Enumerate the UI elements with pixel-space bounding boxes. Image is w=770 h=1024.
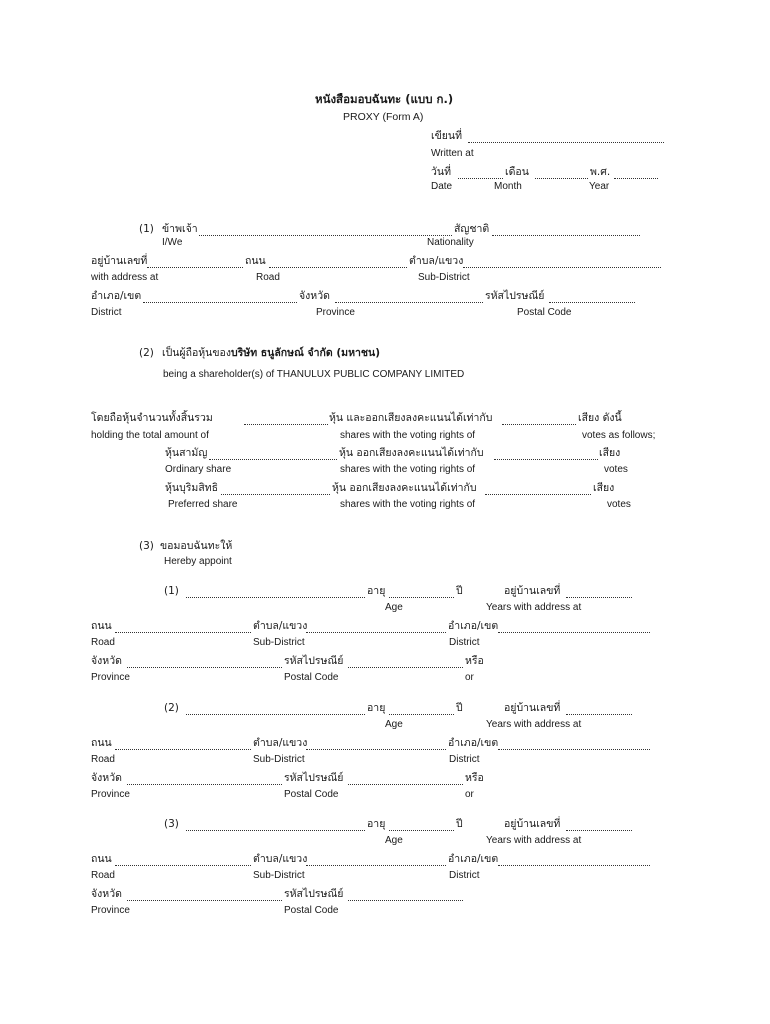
proxy-2-subdistrict-label-en: Sub-District bbox=[253, 754, 305, 765]
proxy-3-province-field[interactable] bbox=[127, 900, 282, 901]
ordinary-votes-label-en: votes bbox=[604, 464, 628, 475]
proxy-2-road-field[interactable] bbox=[115, 749, 251, 750]
votes-as-follows-th: เสียง ดังนี้ bbox=[578, 412, 622, 424]
date-month-field[interactable] bbox=[535, 178, 588, 179]
year-label-en: Year bbox=[589, 181, 610, 192]
province-label-th: จังหวัด bbox=[299, 290, 330, 302]
preferred-share-label-th: หุ้นบุริมสิทธิ bbox=[165, 482, 219, 494]
proxy-3-district-label-th: อำเภอ/เขต bbox=[448, 853, 499, 865]
company-name-th: บริษัท ธนูลักษณ์ จำกัด (มหาชน) bbox=[230, 347, 380, 359]
date-day-field[interactable] bbox=[458, 178, 503, 179]
proxy-1-or-th: หรือ bbox=[465, 655, 484, 667]
ordinary-vote-label-en: shares with the voting rights of bbox=[340, 464, 476, 475]
ordinary-vote-label-th: หุ้น ออกเสียงลงคะแนนได้เท่ากับ bbox=[339, 447, 484, 459]
proxy-3-road-label-en: Road bbox=[91, 870, 115, 881]
preferred-votes-field[interactable] bbox=[485, 494, 591, 495]
proxy-2-postal-label-en: Postal Code bbox=[284, 789, 339, 800]
proxy-1-province-field[interactable] bbox=[127, 667, 282, 668]
shareholder-of-th: เป็นผู้ถือหุ้นของบริษัท ธนูลักษณ์ จำกัด (มหาชน) bbox=[162, 347, 380, 359]
proxy-1-province-label-en: Province bbox=[91, 672, 130, 683]
proxy-3-years-label-th: ปี bbox=[456, 818, 463, 830]
nationality-label-en: Nationality bbox=[427, 237, 474, 248]
date-year-field[interactable] bbox=[614, 178, 658, 179]
proxy-3-province-label-th: จังหวัด bbox=[91, 888, 122, 900]
house-number-field[interactable] bbox=[147, 267, 243, 268]
iwe-label-th: ข้าพเจ้า bbox=[162, 223, 198, 235]
form-title-thai: หนังสือมอบฉันทะ (แบบ ก.) bbox=[315, 92, 454, 106]
proxy-3-subdistrict-label-en: Sub-District bbox=[253, 870, 305, 881]
proxy-1-road-label-th: ถนน bbox=[91, 620, 112, 632]
proxy-1-years-label-th: ปี bbox=[456, 585, 463, 597]
proxy-1-road-label-en: Road bbox=[91, 637, 115, 648]
written-at-field[interactable] bbox=[468, 142, 664, 143]
proxy-1-name-field[interactable] bbox=[186, 597, 365, 598]
postal-label-th: รหัสไปรษณีย์ bbox=[485, 290, 545, 302]
proxy-2-age-field[interactable] bbox=[389, 714, 454, 715]
proxy-1-postal-label-en: Postal Code bbox=[284, 672, 339, 683]
proxy-2-subdistrict-label-th: ตำบล/แขวง bbox=[253, 737, 308, 749]
proxy-2-years-label-en: Years with address at bbox=[486, 719, 582, 730]
iwe-label-en: I/We bbox=[162, 237, 183, 248]
proxy-3-name-field[interactable] bbox=[186, 830, 365, 831]
proxy-1-province-label-th: จังหวัด bbox=[91, 655, 122, 667]
proxy-2-district-label-en: District bbox=[449, 754, 480, 765]
proxy-3-age-field[interactable] bbox=[389, 830, 454, 831]
preferred-vote-label-th: หุ้น ออกเสียงลงคะแนนได้เท่ากับ bbox=[332, 482, 477, 494]
proxy-1-district-label-en: District bbox=[449, 637, 480, 648]
proxy-1-district-label-th: อำเภอ/เขต bbox=[448, 620, 499, 632]
proxy-3-road-label-th: ถนน bbox=[91, 853, 112, 865]
subdistrict-label-th: ตำบล/แขวง bbox=[409, 255, 464, 267]
proxy-3-postal-label-en: Postal Code bbox=[284, 905, 339, 916]
proxy-3-address-label-th: อยู่บ้านเลขที่ bbox=[504, 818, 561, 830]
district-label-en: District bbox=[91, 307, 122, 318]
proxy-2-district-field[interactable] bbox=[498, 749, 650, 750]
road-label-th: ถนน bbox=[245, 255, 266, 267]
form-title-english: PROXY (Form A) bbox=[343, 111, 424, 123]
proxy-1-age-field[interactable] bbox=[389, 597, 454, 598]
proxy-3-number: (3) bbox=[164, 818, 179, 830]
address-label-en: with address at bbox=[91, 272, 159, 283]
postal-code-field[interactable] bbox=[549, 302, 635, 303]
subdistrict-field[interactable] bbox=[463, 267, 661, 268]
proxy-3-district-field[interactable] bbox=[498, 865, 650, 866]
proxy-1-subdistrict-field[interactable] bbox=[306, 632, 446, 633]
proxy-1-age-label-th: อายุ bbox=[367, 585, 386, 597]
written-at-label-en: Written at bbox=[431, 148, 474, 159]
month-label-en: Month bbox=[494, 181, 522, 192]
proxy-2-road-label-th: ถนน bbox=[91, 737, 112, 749]
preferred-votes-label-th: เสียง bbox=[593, 482, 615, 494]
proxy-2-subdistrict-field[interactable] bbox=[306, 749, 446, 750]
ordinary-votes-field[interactable] bbox=[494, 459, 598, 460]
proxy-2-number: (2) bbox=[164, 702, 179, 714]
proxy-1-postal-label-th: รหัสไปรษณีย์ bbox=[284, 655, 344, 667]
proxy-1-address-label-th: อยู่บ้านเลขที่ bbox=[504, 585, 561, 597]
proxy-3-province-label-en: Province bbox=[91, 905, 130, 916]
proxy-1-postal-field[interactable] bbox=[348, 667, 463, 668]
proxy-3-age-label-th: อายุ bbox=[367, 818, 386, 830]
subdistrict-label-en: Sub-District bbox=[418, 272, 470, 283]
shareholder-of-en: being a shareholder(s) of THANULUX PUBLIC COMPANY LIMITED bbox=[163, 369, 465, 380]
preferred-vote-label-en: shares with the voting rights of bbox=[340, 499, 476, 510]
proxy-1-age-label-en: Age bbox=[385, 602, 403, 613]
total-votes-field[interactable] bbox=[502, 424, 576, 425]
preferred-votes-label-en: votes bbox=[607, 499, 631, 510]
ordinary-share-label-th: หุ้นสามัญ bbox=[165, 447, 208, 459]
proxy-2-province-label-th: จังหวัด bbox=[91, 772, 122, 784]
proxy-3-postal-field[interactable] bbox=[348, 900, 463, 901]
proxy-3-age-label-en: Age bbox=[385, 835, 403, 846]
district-label-th: อำเภอ/เขต bbox=[91, 290, 142, 302]
total-shares-field[interactable] bbox=[244, 424, 328, 425]
road-label-en: Road bbox=[256, 272, 280, 283]
month-label-th: เดือน bbox=[505, 166, 529, 178]
proxy-3-house-number-field[interactable] bbox=[566, 830, 632, 831]
total-shares-label-en: holding the total amount of bbox=[91, 430, 209, 441]
proxy-2-postal-field[interactable] bbox=[348, 784, 463, 785]
proxy-1-road-field[interactable] bbox=[115, 632, 251, 633]
proxy-1-number: (1) bbox=[164, 585, 179, 597]
section-3-number: (3) bbox=[139, 540, 154, 552]
nationality-field[interactable] bbox=[492, 235, 640, 236]
address-label-th: อยู่บ้านเลขที่ bbox=[91, 255, 148, 267]
proxy-1-district-field[interactable] bbox=[498, 632, 650, 633]
total-shares-label-th: โดยถือหุ้นจำนวนทั้งสิ้นรวม bbox=[91, 412, 213, 424]
proxy-3-years-label-en: Years with address at bbox=[486, 835, 582, 846]
ordinary-share-label-en: Ordinary share bbox=[165, 464, 232, 475]
proxy-1-or-en: or bbox=[465, 672, 474, 683]
appoint-label-en: Hereby appoint bbox=[164, 556, 232, 567]
proxy-3-district-label-en: District bbox=[449, 870, 480, 881]
ordinary-shares-field[interactable] bbox=[209, 459, 337, 460]
province-field[interactable] bbox=[335, 302, 483, 303]
company-name-en: THANULUX PUBLIC COMPANY LIMITED bbox=[276, 369, 465, 380]
shares-vote-label-en: shares with the voting rights of bbox=[340, 430, 476, 441]
proxy-2-years-label-th: ปี bbox=[456, 702, 463, 714]
date-label-en: Date bbox=[431, 181, 453, 192]
proxy-2-address-label-th: อยู่บ้านเลขที่ bbox=[504, 702, 561, 714]
proxy-2-name-field[interactable] bbox=[186, 714, 365, 715]
proxy-2-house-number-field[interactable] bbox=[566, 714, 632, 715]
shareholder-name-field[interactable] bbox=[199, 235, 452, 236]
proxy-2-road-label-en: Road bbox=[91, 754, 115, 765]
written-at-label-th: เขียนที่ bbox=[431, 130, 463, 142]
proxy-1-house-number-field[interactable] bbox=[566, 597, 632, 598]
proxy-2-age-label-th: อายุ bbox=[367, 702, 386, 714]
nationality-label-th: สัญชาติ bbox=[454, 223, 490, 235]
proxy-1-years-label-en: Years with address at bbox=[486, 602, 582, 613]
proxy-2-district-label-th: อำเภอ/เขต bbox=[448, 737, 499, 749]
preferred-share-label-en: Preferred share bbox=[168, 499, 238, 510]
year-label-th: พ.ศ. bbox=[590, 166, 611, 178]
proxy-2-postal-label-th: รหัสไปรษณีย์ bbox=[284, 772, 344, 784]
district-field[interactable] bbox=[143, 302, 297, 303]
proxy-3-road-field[interactable] bbox=[115, 865, 251, 866]
shares-vote-label-th: หุ้น และออกเสียงลงคะแนนได้เท่ากับ bbox=[329, 412, 493, 424]
proxy-3-postal-label-th: รหัสไปรษณีย์ bbox=[284, 888, 344, 900]
road-field[interactable] bbox=[269, 267, 407, 268]
preferred-shares-field[interactable] bbox=[221, 494, 330, 495]
proxy-2-province-label-en: Province bbox=[91, 789, 130, 800]
votes-as-follows-en: votes as follows; bbox=[582, 430, 656, 441]
date-label-th: วันที่ bbox=[431, 166, 451, 178]
proxy-1-subdistrict-label-th: ตำบล/แขวง bbox=[253, 620, 308, 632]
province-label-en: Province bbox=[316, 307, 355, 318]
section-2-number: (2) bbox=[139, 347, 154, 359]
proxy-3-subdistrict-label-th: ตำบล/แขวง bbox=[253, 853, 308, 865]
proxy-2-or-en: or bbox=[465, 789, 474, 800]
ordinary-votes-label-th: เสียง bbox=[599, 447, 621, 459]
postal-label-en: Postal Code bbox=[517, 307, 572, 318]
proxy-2-province-field[interactable] bbox=[127, 784, 282, 785]
proxy-2-age-label-en: Age bbox=[385, 719, 403, 730]
proxy-3-subdistrict-field[interactable] bbox=[306, 865, 446, 866]
proxy-2-or-th: หรือ bbox=[465, 772, 484, 784]
appoint-label-th: ขอมอบฉันทะให้ bbox=[160, 540, 233, 552]
section-1-number: (1) bbox=[139, 223, 154, 235]
proxy-1-subdistrict-label-en: Sub-District bbox=[253, 637, 305, 648]
